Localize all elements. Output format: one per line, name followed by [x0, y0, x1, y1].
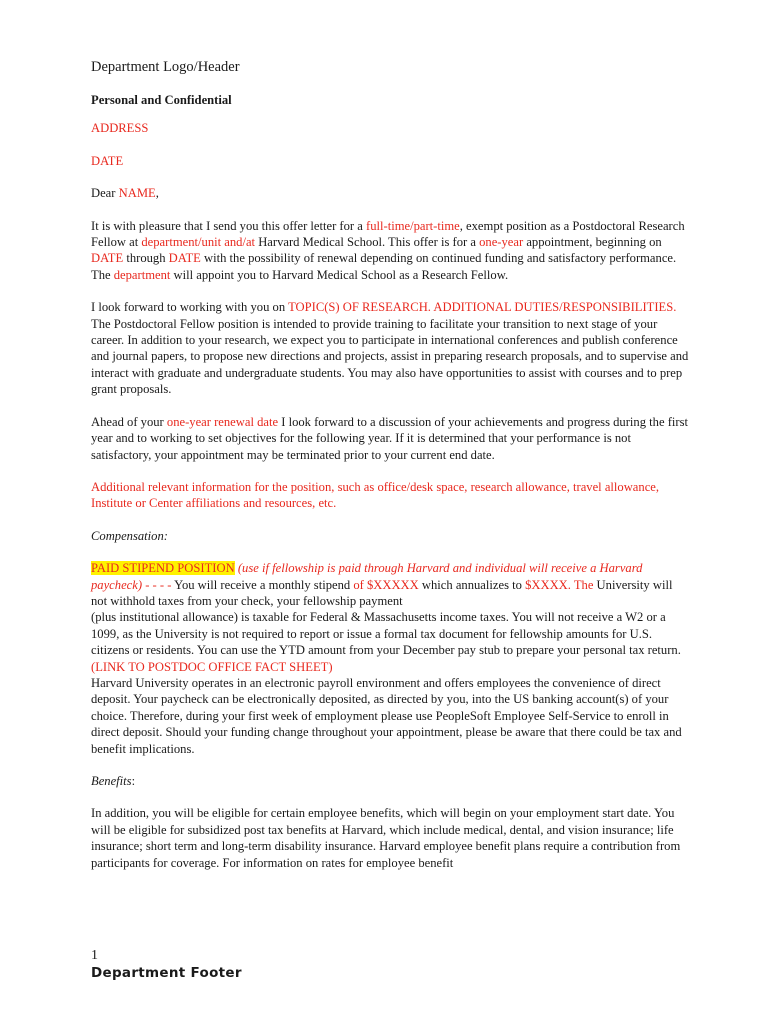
text: with the possibility of renewal depending on continued funding and satisfactory performance. The [91, 251, 677, 282]
text: appointment, beginning on [523, 235, 662, 250]
text: I look forward to working with you on [91, 300, 289, 315]
confidential-label: Personal and Confidential [91, 93, 232, 107]
paragraph-additional-info: Additional relevant information for the position, such as office/desk space, research allowance, travel allowance, Institute or Center affiliations and resources, etc. [91, 479, 660, 511]
department-header: Department Logo/Header [91, 59, 240, 75]
dash-separator: - - - - [142, 577, 175, 592]
text: (plus institutional allowance) is taxable for Federal & Massachusetts income taxes. You will not receive a W2 or a 1099, as the University is not required to report or issue a formal tax document for fellowship amounts for U.S. citizens or residents. You can use the YTD amount from your December pay stub to prepare your personal tax return. [91, 610, 681, 658]
paragraph-direct-deposit: Harvard University operates in an electronic payroll environment and offers employees the convenience of direct deposit. Your paycheck can be electronically deposited, as directed by you, into the US banking account(s) of your choice. Therefore, during your first week of employment please use PeopleSoft Employee Self-Service to enroll in direct deposit. Should your funding change throughout your appointment, please be aware that there could be tax and benefit implications. [91, 675, 682, 756]
paragraph-stipend [91, 560, 691, 609]
department-placeholder: department [113, 267, 171, 282]
text: , exempt position as a Postdoctoral Research Fellow at [91, 218, 685, 250]
paragraph-renewal [91, 414, 691, 463]
text: University will not withhold taxes from your check, your fellowship payment [91, 577, 673, 608]
letter-body [91, 58, 691, 871]
salutation-prefix: Dear [91, 186, 119, 201]
stipend-instruction: (use if fellowship is paid through Harvard and individual will receive a Harvard paycheck) [91, 561, 643, 592]
department-placeholder: department/unit and/at [141, 235, 256, 250]
start-date-placeholder: DATE [91, 251, 124, 266]
text: You will receive a monthly stipend [174, 577, 354, 592]
salutation [91, 185, 691, 201]
end-date-placeholder: DATE [168, 251, 201, 266]
text: Ahead of your [91, 414, 167, 429]
research-topic-placeholder: TOPIC(S) OF RESEARCH. ADDITIONAL DUTIES/RESPONSIBILITIES. [288, 300, 677, 315]
paid-stipend-highlight: PAID STIPEND POSITION [91, 561, 235, 576]
salutation-suffix: , [155, 186, 159, 201]
monthly-amount-placeholder: of $XXXXX [353, 577, 419, 592]
benefits-label-text: Benefits [91, 774, 132, 788]
annual-amount-placeholder: $XXXX. The [525, 577, 594, 592]
benefits-colon: : [131, 774, 136, 788]
paragraph-research [91, 299, 691, 397]
term-placeholder: one-year [479, 235, 524, 250]
text: which annualizes to [418, 577, 526, 592]
text: Harvard Medical School. This offer is for a [255, 235, 480, 250]
department-footer: Department Footer [91, 965, 242, 981]
text: The Postdoctoral Fellow position is intended to provide training to facilitate your transition to next stage of your career. In addition to your research, we expect you to participate in international conferences and publish conference and journal papers, to propose new directions and projects, assist in preparing research proposals, and to supervise and interact with graduate and undergraduate students. You may also have opportunities to assist with courses and to prep grant proposals. [91, 316, 689, 397]
renewal-date-placeholder: one-year renewal date [166, 414, 279, 429]
paragraph-tax [91, 609, 691, 675]
text: through [123, 251, 169, 266]
fact-sheet-link-placeholder: (LINK TO POSTDOC OFFICE FACT SHEET) [91, 659, 333, 674]
employment-type-placeholder: full-time/part-time [366, 218, 460, 233]
benefits-label [91, 773, 691, 789]
text: will appoint you to Harvard Medical School as a Research Fellow. [170, 267, 509, 282]
paragraph-benefits: In addition, you will be eligible for certain employee benefits, which will begin on your employment start date. You will be eligible for subsidized post tax benefits at Harvard, which include medical, dental, and vision insurance; life insurance; short term and long-term disability insurance. Harvard employee benefit plans require a contribution from participants for coverage. For information on rates for employee benefit [91, 806, 681, 870]
paragraph-offer [91, 218, 691, 284]
compensation-label: Compensation: [91, 528, 168, 543]
date-placeholder: DATE [91, 153, 124, 168]
text: I look forward to a discussion of your achievements and progress during the first year and to working to set objectives for the following year. If it is determined that your performance is not satisfactory, your appointment may be terminated prior to your current end date. [91, 414, 688, 462]
address-placeholder: ADDRESS [91, 121, 149, 136]
page-number: 1 [91, 948, 98, 963]
name-placeholder: NAME [118, 186, 156, 201]
text: It is with pleasure that I send you this offer letter for a [91, 218, 367, 233]
